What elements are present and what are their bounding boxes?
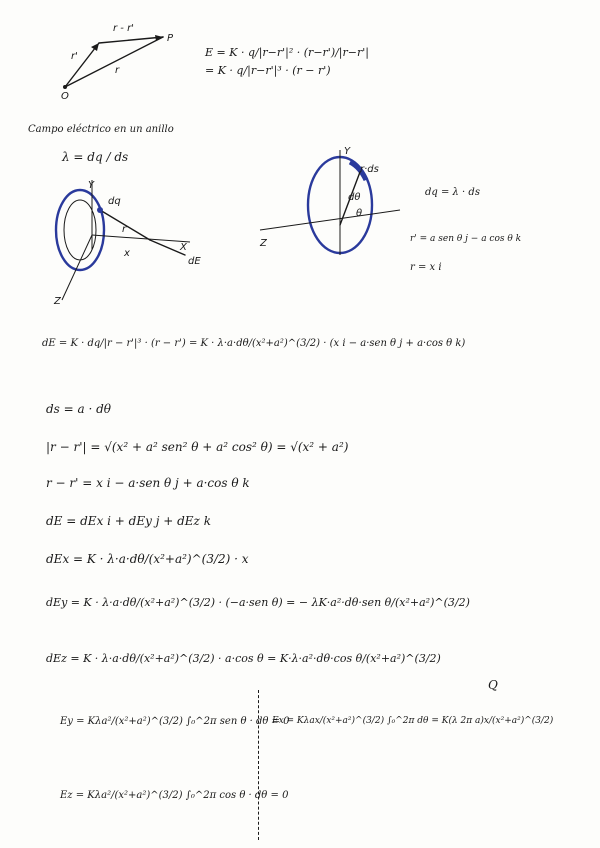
r-label: r <box>115 65 120 76</box>
r-vector-label: r <box>122 224 127 235</box>
dq-eq: dq = λ · ds <box>425 187 480 198</box>
de-eq: dE = K · dq/|r − r'|³ · (r − r') = K · λ·a·dθ/(x²+a²)^(3/2) · (x i − a·sen θ j + a·cos θ k) <box>42 338 466 349</box>
theta-label: θ <box>356 208 363 219</box>
vector-diagram <box>55 15 215 102</box>
r-eq: r = x i <box>410 262 442 273</box>
dex-eq: dEx = K · λ·a·dθ/(x²+a²)^(3/2) · x <box>46 552 249 566</box>
y-axis-label-right: Y <box>344 146 351 157</box>
ring-diagram-right <box>260 146 430 260</box>
dq-label: dq <box>108 196 121 207</box>
x-distance-label: x <box>124 248 130 259</box>
modulus-eq: |r − r'| = √(x² + a² sen² θ + a² cos² θ) = √(x² + a²) <box>46 440 349 454</box>
coulomb-eq-part1: E = K · q/|r−r'|² · (r−r')/|r−r'| <box>205 46 369 59</box>
ey-eq: Ey = Kλa²/(x²+a²)^(3/2) ∫₀^2π sen θ · dθ = 0 <box>60 716 290 727</box>
coulomb-eq-part2: = K · q/|r−r'|³ · (r − r') <box>205 64 331 77</box>
dez-eq: dEz = K · λ·a·dθ/(x²+a²)^(3/2) · a·cos θ = K·λ·a²·dθ·cos θ/(x²+a²)^(3/2) <box>46 652 441 665</box>
rprime-eq: r' = a sen θ j − a cos θ k <box>410 234 522 244</box>
ring-diagram-left <box>40 180 200 310</box>
r-prime-label: r' <box>71 51 78 62</box>
ds-eq: ds = a · dθ <box>46 402 112 416</box>
point-p-label: P <box>167 33 174 44</box>
section-title: Campo eléctrico en un anillo <box>28 124 174 135</box>
column-divider <box>258 690 259 840</box>
decomposition-eq: dE = dEx i + dEy j + dEz k <box>46 514 211 528</box>
x-axis-label: X <box>180 242 187 253</box>
z-axis-label: Z <box>54 296 61 307</box>
q-label: Q <box>488 678 498 692</box>
dtheta-label: dθ <box>348 192 361 203</box>
ez-eq: Ez = Kλa²/(x²+a²)^(3/2) ∫₀^2π cos θ · dθ = 0 <box>60 790 289 801</box>
ex-eq: Ex = Kλax/(x²+a²)^(3/2) ∫₀^2π dθ = K(λ 2π a)x/(x²+a²)^(3/2) <box>272 716 554 726</box>
de-label: dE <box>188 256 201 267</box>
y-axis-label: Y <box>88 180 95 191</box>
ds-label: r·ds <box>360 164 379 175</box>
lambda-definition: λ = dq / ds <box>62 150 129 164</box>
r-diff-label: r - r' <box>113 23 134 34</box>
origin-label: O <box>61 91 69 102</box>
z-axis-label-right: Z <box>260 238 267 249</box>
dey-eq: dEy = K · λ·a·dθ/(x²+a²)^(3/2) · (−a·sen θ) = − λK·a²·dθ·sen θ/(x²+a²)^(3/2) <box>46 596 470 609</box>
difference-eq: r − r' = x i − a·sen θ j + a·cos θ k <box>46 476 250 490</box>
